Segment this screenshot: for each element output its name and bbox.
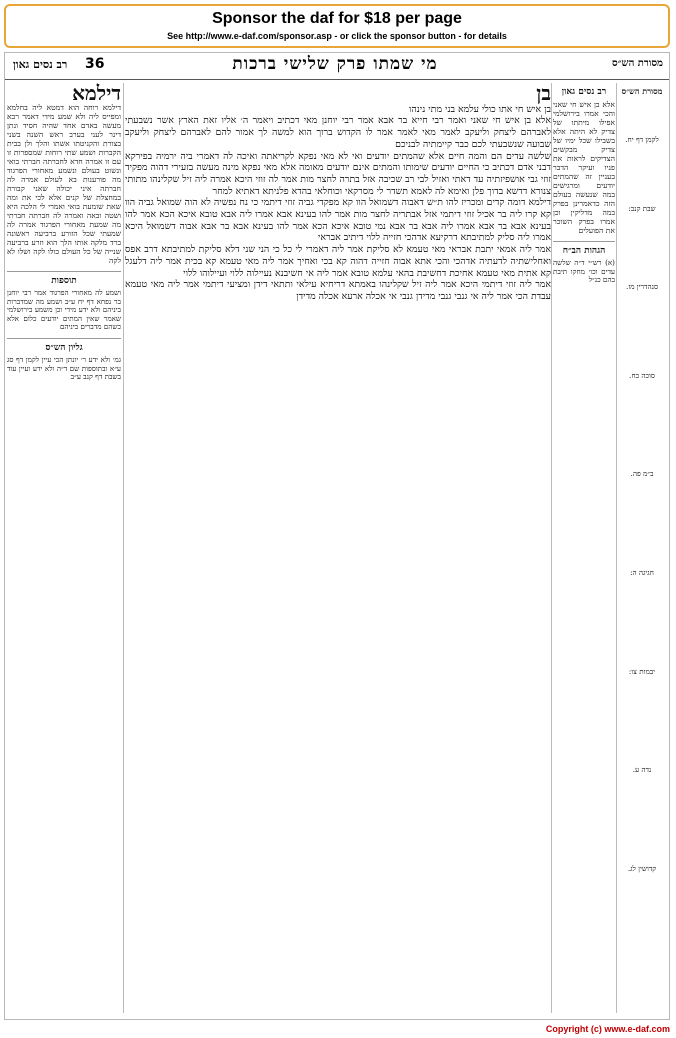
main-paragraph: שלשה עדים הם והמה חיים אלא שהמתים יודעים ואי לא מאי נפקא לקריאתה ואיכה לה דאמרי ביה ירמיה בפירקא דבני אדם דכתיב כי החיים יודעים שימותו והמתים אינם יודעים מאומה אלא מאי נפקא מינה מעשה בזעירי דהוה מפקיד זוזי גבי אושפיזתיה עד דאתי ואזיל לבי רב שכיבה אזל בתרה לחצר מות אמר לה זוזי היכא אמרה ליה זיל שקלינהו מתותי צנורא דדשא בדוך פלן ואימא לה לאמא תשדר לי מסרקאי וכוחלאי בהדא פלניתא דאתיא למחר	[125, 150, 551, 197]
left-section-text: ושמע לה מאחורי הפרגוד אמר רבי יוחנן בר נפחא דף יח ע״ב ושמע מה שמדברות ביניהם ולא ידע מידי וכן משמע בירושלמי שאמר שאין המתים יודעים כלום אלא כשהם מדברים ביניהם	[7, 288, 121, 332]
mesoret-note: ב״מ פה.	[630, 469, 654, 479]
main-paragraph: אלא בן איש חי שאני ואמר רבי חייא בר אבא אמר רבי יוחנן מאי דכתיב ויאמר ה׳ אליו זאת הארץ אשר נשבעתי לאברהם ליצחק וליעקב לאמר מאי לאמר אמר לו הקדוש ברוך הוא למשה לך אמור להם לאברהם ליצחק וליעקב שבועה שנשבעתי לכם כבר קיימתיה לבניכם	[125, 115, 551, 150]
right-column-title: רב נסים גאון	[561, 87, 607, 97]
left-opening-word: דילמא	[72, 83, 121, 105]
main-opening-word: בן	[536, 83, 551, 105]
right-section-text: (א) רש״י ד״ה שלשה עדים וכו׳ מחקו תיבת בהם כנ״ל	[553, 258, 615, 285]
page-number: 36	[85, 56, 105, 72]
mesoret-note: נדה ע.	[632, 765, 652, 775]
left-bottom-text: גמ׳ ולא ידע ר׳ יונתן הכי עיין לקמן דף סג ע״א ובתוספות שם ד״ה ולא ידע ועיין עוד בשבת דף קנב ע״ב	[7, 354, 121, 382]
column-divider	[123, 83, 124, 1013]
sponsor-title[interactable]: Sponsor the daf for $18 per page	[212, 10, 462, 27]
mesoret-note: חגיגה ה:	[630, 567, 654, 577]
left-commentary-column	[7, 83, 121, 1013]
main-paragraph: דילמא דומה קדים ומכריז להו ת״ש דאבוה דשמואל הוו קא מפקדי גביה זוזי דיתמי כי נח נפשיה לא הוה שמואל גביה הוו קא קרו ליה בר אכיל זוזי דיתמי אזל אבתריה לחצר מות אמר להו בעינא אבא אמרו ליה אבא טובא איכא הכא אמר להו בעינא אבא בר אבא אמרו ליה אבא בר אבא נמי טובא איכא הכא אמר להו בעינא אבא בר אבא אבוה דשמואל היכא אמרו ליה סליק למתיבתא דרקיעא אדהכי חזייה ללוי דיתיב אבראי	[125, 197, 551, 244]
copyright-link[interactable]: Copyright (c) www.e-daf.com	[545, 1024, 670, 1034]
mesoret-title: מסורת הש״ס	[621, 86, 663, 96]
mesoret-hashas-column	[617, 83, 667, 1013]
page-title: מי שמתו פרק שלישי ברכות	[232, 54, 438, 74]
mesoret-note: לקמן דף יח.	[625, 135, 659, 144]
right-commentary-text: אלא בן איש חי שאני והכי אמרו בירושלמי אפילו מיתתו של צדיק לא היתה אלא בשבילו שכל ימיו של צדיק מבקשים הצדיקים לראות את פניו ועיקר הדבר בעניין זה שהמתים יודעים ומרגישים במה שנעשה בעולם הזה כדאמרינן בפרק במה מדליקין וכן אמרו בפרק השוכר את הפועלים	[553, 100, 615, 235]
right-section-title: הגהות הב״ח	[553, 241, 615, 256]
left-bottom-title: גליון הש״ס	[7, 338, 121, 353]
left-commentary-text: דילמא רוחה הוא דמטא ליה בחלמא ומפייס ליה ולא שמע מידי דאמר רבא מעשה באדם אחד שהיה חסיד ונתן דינר לעני בערב ראש השנה בשני בצורת והקניטתו אשתו והלך ולן בבית הקברות ושמע שתי רוחות שמספרות זו עם זו אמרה חדא לחברתה חברתי בואי ונשוט בעולם ונשמע מאחורי הפרגוד מה פורענות בא לעולם אמרה לה חברתה איני יכולה שאני קבורה במחצלת של קנים אלא לכי את ומה שאת שומעת בואי ואמרי לי הלכה היא ושטה ובאה ואמרה לה חברתה חברתי מה שמעת מאחורי הפרגוד אמרה לה שמעתי שכל הזורע ברביעה ראשונה ברד מלקה אותו הלך הוא וזרע ברביעה שנייה של כל העולם כולו לקה ושלו לא לקה	[7, 103, 121, 265]
mesoret-note: קדושין לג.	[627, 863, 657, 873]
mesoret-note: שבת קנב:	[628, 203, 656, 213]
main-opening-line: בן איש חי אתו כולי עלמא בני מתי נינהו	[408, 103, 551, 115]
column-divider	[551, 83, 552, 1013]
main-paragraph: אמר ליה זוזי דיתמי היכא אמר ליה זיל שקלינהו באמתא דריחיא עילאי ותתאי דידן ומציעי דיתמי אמר ליה מאי טעמא עבדת הכי אמר ליה אי גנבי גנבי מדידן גנבי אי אכלה ארעא אכלה מדידן	[125, 279, 551, 302]
talmud-page	[4, 52, 670, 1020]
right-commentary-column	[553, 83, 615, 1013]
left-section-title: תוספות	[7, 271, 121, 286]
sponsor-banner[interactable]	[4, 4, 670, 48]
main-paragraph: אמר ליה אמאי יתבת אבראי מאי טעמא לא סליקת אמר ליה דאמרי לי כל כי הני שני דלא סליקת למתיבתא דרב אפס ואחלישתיה לדעתיה אדהכי והכי אתא אבוה חזייה דהוה קא בכי ואחיך אמר ליה מאי טעמא קא בכית אמר ליה דלעגל קא אתית מאי טעמא אחיכת דחשיבת בהאי עלמא טובא אמר ליה אי חשיבנא נעיילוה ללוי ועיילוהו ללוי	[125, 244, 551, 279]
main-gemara-text	[125, 83, 551, 1011]
page-header	[5, 53, 669, 79]
mesoret-note: סנהדרין מז.	[625, 282, 659, 292]
mesoret-note: סוכה כח.	[629, 370, 655, 380]
header-right-label: מסורת הש״ס	[612, 58, 663, 69]
mesoret-note: יבמות צו:	[628, 666, 656, 676]
header-left-label: רב נסים גאון	[13, 58, 68, 71]
header-divider	[5, 79, 669, 80]
sponsor-subtitle[interactable]: See http://www.e-daf.com/sponsor.asp - or click the sponsor button - for details	[167, 31, 507, 41]
